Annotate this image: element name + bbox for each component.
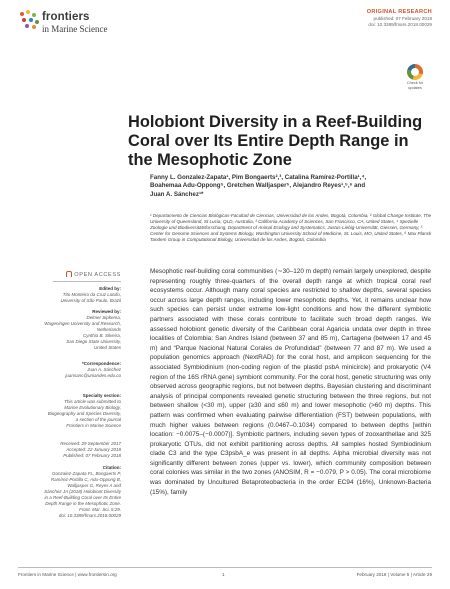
footer-divider <box>18 567 432 568</box>
authors-line: Juan A. Sánchez¹* <box>150 190 204 198</box>
specialty-line: Marine Evolutionary Biology, <box>64 405 121 410</box>
open-access-text: OPEN ACCESS <box>74 272 121 278</box>
citation-line: Front. Mar. Sci. 5:29. <box>79 507 121 512</box>
reviewer-affiliation: United States <box>93 345 121 350</box>
citation-block <box>23 465 121 519</box>
citation-line: Depth Range in the Mesophotic Zone. <box>45 501 121 506</box>
affiliations: ¹ Departamento de Ciencias Biológicas-Facultad de Ciencias, Universidad de los Andes, Bogotá, Colombia, ² Global Change Institute, The University of Queensland, St Lucia, QLD, Australia, ³ California Academy of Sciences, San Francisco, CA, United States, ⁴ Spezielle Zoologie und Biodiversitätsforschung, Department of Animal Ecology and Systematics, Justus-Liebig-Universität, Giessen, Germany, ⁵ Center for Genome Sciences and Systems Biology, Washington University School of Medicine, St. Louis, MO, United States, ⁶ Max Planck Tandem Group in Computational Biology, Universidad de los Andes, Bogotá, Colombia <box>150 213 432 243</box>
check-for-updates-badge[interactable] <box>404 64 426 92</box>
reviewed-by-block <box>23 309 121 351</box>
article-type: ORIGINAL RESEARCH <box>366 9 432 15</box>
article-meta-header <box>367 9 432 28</box>
page-number: 1 <box>222 572 225 577</box>
logo-wordmark: frontiers <box>42 11 90 23</box>
frontiers-logo-icon <box>18 10 40 32</box>
correspondence-block <box>23 361 121 379</box>
citation-line: in a Reef-Building Coral over Its Entire <box>44 495 121 500</box>
abstract-text: Mesophotic reef-building coral communities (∼30–120 m depth) remain largely unexplored, despite representing roughly three-quarters of the overall depth range at which tropical coral reef ecosystems occur. Although many coral species are restricted to shallow depths, several species occur across large depth ranges, including lower mesophotic depths. Yet, it remains unclear how such species can persist under extreme low-light conditions and how the different symbiotic partners associated with these corals contribute to facilitate such broad depth ranges. We assessed holobiont genetic diversity of the Caribbean coral Agaricia undata over depth in three localities of Colombia: San Andres Island (between 37 and 85 m), Cartagena (between 17 and 45 m) and “Parque Nacional Natural Corales de Profundidad” (between 77 and 87 m). We used a population genomics approach (NextRAD) for the coral host, and amplicon sequencing for the associated Symbiodinium (non-coding region of the plastid psbA minicircle) and prokaryotic (V4 region of the 16S rRNA gene) symbiont community. For the coral host, genetic structuring was only observed across geographic regions, but not between depths. Bayesian clustering and discriminant analysis of principal components revealed genetic structuring between the three regions, but not between shallow (<30 m), upper (≥30 and ≤60 m) and lower mesophotic (>60 m) depths. This pattern was confirmed when evaluating pairwise differentiation (FST) between populations, with much higher values between regions (0.0467–0.1034) compared to between depths [within location: −0.0075–(−0.0007)]. Symbiotic partners, including seven types of zooxanthellae and 325 prokaryotic OTUs, did not exhibit partitioning across depths. All samples hosted Symbiodinium clade C3 and the type C3psbA_e was present in all depths. Alpha microbial diversity was not significantly different between zones (upper vs. lower), which community composition between coral colonies was similar in the two zones (ANOSIM, R = −0.079, P > 0.05). The coral microbiome was dominated by Uncultured Betaproteobacteria in the order EC94 (16%), Unknown-Bacteria (15%), family <box>150 268 431 496</box>
specialty-line: a section of the journal <box>75 417 121 422</box>
doi-link[interactable]: doi: 10.3389/fmars.2018.00029 <box>368 22 432 27</box>
reviewer-name: Delmer Sipkema, <box>86 315 121 320</box>
author-list <box>150 174 430 199</box>
footer-journal: Frontiers in Marine Science | www.frontiersin.org <box>18 572 117 577</box>
reviewer-affiliation: Wageningen University and Research, <box>44 321 121 326</box>
reviewer-name: Cynthia B. Silveira, <box>82 333 121 338</box>
published-date: published: 07 February 2018 <box>373 16 432 21</box>
article-title: Holobiont Diversity in a Reef-Building Coral over Its Entire Depth Range in the Mesophotic Zone <box>128 113 423 169</box>
editor-affiliation: University of São Paulo, Brazil <box>60 298 121 303</box>
reviewed-by-label: Reviewed by: <box>92 309 121 314</box>
edited-by-block <box>23 286 121 304</box>
citation-label: Citation: <box>102 465 121 470</box>
journal-logo <box>18 9 128 39</box>
dates-block <box>23 441 121 459</box>
check-for-updates-label: Check for updates <box>406 81 424 90</box>
divider <box>53 281 121 282</box>
specialty-line: This article was submitted to <box>64 399 121 404</box>
citation-doi[interactable]: doi: 10.3389/fmars.2018.00029 <box>58 513 121 518</box>
citation-line: Gonzalez-Zapata FL, Bongaerts P, <box>52 471 121 476</box>
reviewer-affiliation: Netherlands <box>96 327 121 332</box>
correspondent-email[interactable]: juansanc@uniandes.edu.co <box>65 373 121 378</box>
logo-journal-name: in Marine Science <box>42 24 108 34</box>
specialty-section-label: Specialty section: <box>82 393 121 398</box>
correspondence-label: *Correspondence: <box>81 361 121 366</box>
citation-line: Ramírez-Portilla C, Adu-Oppong B, <box>50 477 121 482</box>
open-access-label <box>53 271 121 278</box>
authors-line: Fanny L. Gonzalez-Zapata¹, Pim Bongaerts²,³, Catalina Ramírez-Portilla¹,⁴, <box>150 174 367 181</box>
open-lock-icon <box>66 271 72 277</box>
reviewer-affiliation: San Diego State University, <box>66 339 121 344</box>
authors-line: Boahemaa Adu-Oppong⁵, Gretchen Walljasper⁵, Alejandro Reyes¹,⁵,⁶ and <box>150 182 366 190</box>
specialty-line: Biogeography and Species Diversity, <box>47 411 121 416</box>
edited-by-label: Edited by: <box>99 286 121 291</box>
citation-line: Sánchez JA (2018) Holobiont Diversity <box>44 489 121 494</box>
published-date: Published: 07 February 2018 <box>63 453 121 458</box>
specialty-section-block <box>23 393 121 429</box>
specialty-line: Frontiers in Marine Science <box>66 423 121 428</box>
crossmark-icon <box>407 64 423 80</box>
footer-issue: February 2018 | Volume 5 | Article 29 <box>356 572 432 577</box>
editor-name: Tito Monteiro da Cruz Lotufo, <box>62 292 121 297</box>
correspondent-name: Juan A. Sánchez <box>87 367 121 372</box>
received-date: Received: 29 September 2017 <box>60 441 121 446</box>
accepted-date: Accepted: 22 January 2018 <box>66 447 121 452</box>
citation-line: Walljasper G, Reyes A and <box>67 483 121 488</box>
